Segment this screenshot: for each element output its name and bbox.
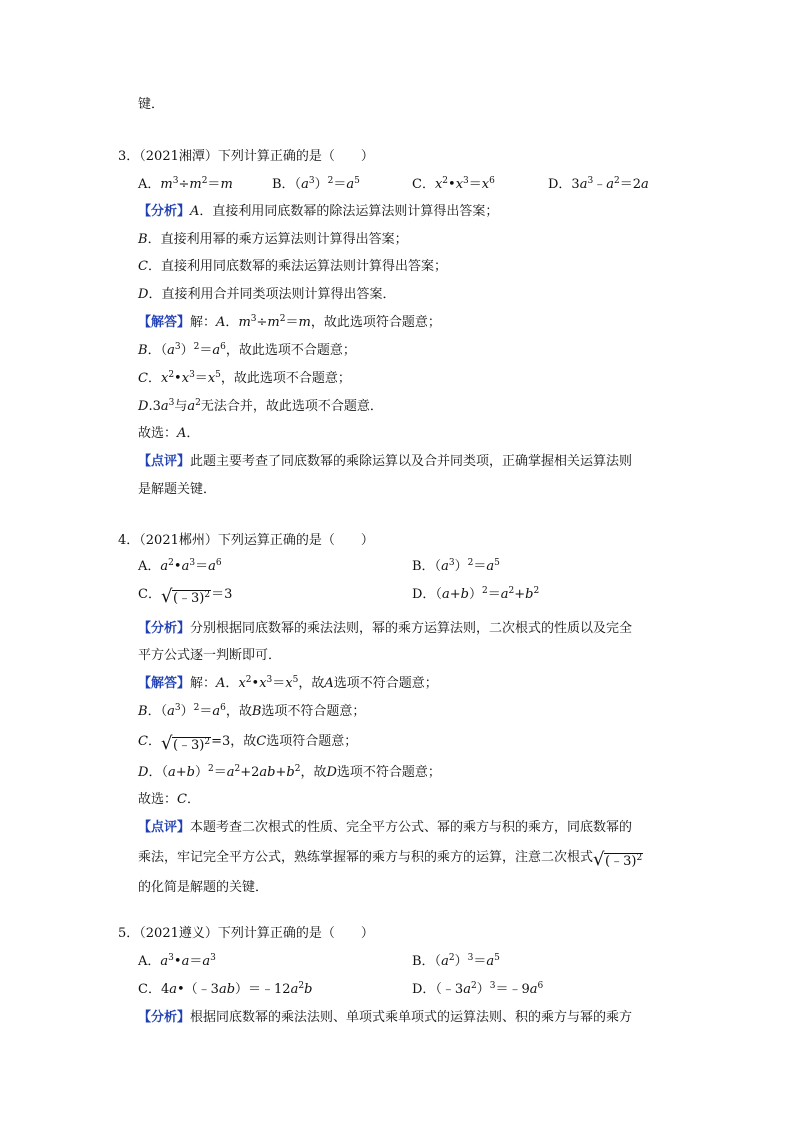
q4-analysis-line-2: 平方公式逐一判断即可． [138,648,282,663]
q4-option-d: D．$(a+b)^2=a^2+b^2$ [412,586,540,602]
q4-answer-line-2: B．$(a^3)^2=a^6$，故B选项不符合题意； [138,703,366,719]
q4-comment-line-2: 乘法，牢记完全平方公式，熟练掌握幂的乘方与积的乘方的运算，注意二次根式 √ (﹣3)$^2$ [138,849,643,870]
q3-analysis-line-3: C．直接利用同底数幂的乘法运算法则计算得出答案； [138,259,447,274]
radical-icon: √ (﹣3)$^2$ [160,586,211,607]
analysis-heading: 【分析】 [138,1010,191,1025]
q5-option-a: A．$a^3•a=a^3$ [138,953,216,969]
q3-analysis-line-2: B．直接利用幂的乘方运算法则计算得出答案； [138,232,408,247]
question-5-stem: 5．（2021遵义）下列计算正确的是（ ） [118,926,374,941]
question-3-stem: 3．（2021湘潭）下列计算正确的是（ ） [118,149,374,164]
answer-heading: 【解答】 [138,315,191,330]
comment-heading: 【点评】 [138,820,191,835]
q3-analysis-line-1: 【分析】A．直接利用同底数幂的除法运算法则计算得出答案； [138,204,499,219]
q4-comment-line-3: 的化简是解题的关键． [138,880,269,895]
q3-answer-line-4: $D.3a^3$与$a^2$无法合并，故此选项不合题意． [138,398,383,414]
continuation-text: 键． [138,97,165,112]
q3-answer-line-2: B．$(a^3)^2=a^6$，故此选项不合题意； [138,342,356,358]
q3-analysis-line-4: D．直接利用合并同类项法则计算得出答案． [138,287,396,302]
comment-heading: 【点评】 [138,454,191,469]
answer-heading: 【解答】 [138,676,191,691]
q4-answer-line-4: D．$(a+b)^2=a^2+2ab+b^2$，故D选项不符合题意； [138,764,441,780]
analysis-heading: 【分析】 [138,204,191,219]
q3-option-d: D．$3a^3﹣a^2=2a$ [548,176,649,192]
q5-analysis-line-1: 【分析】根据同底数幂的乘法法则、单项式乘单项式的运算法则、积的乘方与幂的乘方 [138,1010,633,1025]
q4-option-c: C． √ (﹣3)$^2$＝3 [138,586,233,607]
q3-answer-line-3: C．$x^2•x^3=x^5$，故此选项不合题意； [138,370,351,386]
q4-analysis-line-1: 【分析】分别根据同底数幂的乘法法则，幂的乘方运算法则，二次根式的性质以及完全 [138,621,633,636]
q4-option-b: B．$(a^3)^2=a^5$ [412,558,500,574]
q5-option-d: D．$(﹣3a^2)^3=﹣9a^6$ [412,981,544,997]
q3-answer-line-1: 【解答】解：A．$m^3\div m^2=m$，故此选项符合题意； [138,314,441,330]
q3-comment-line-2: 是解题关键． [138,482,217,497]
radical-icon: √ (﹣3)$^2$ [593,849,643,870]
q4-answer-line-1: 【解答】解：A．$x^2•x^3=x^5$，故A选项不符合题意； [138,675,438,691]
q4-answer-line-3: C． √ (﹣3)$^2$=3，故C选项符合题意； [138,733,358,754]
radical-icon: √ (﹣3)$^2$ [160,733,211,754]
q3-comment-line-1: 【点评】此题主要考查了同底数幂的乘除运算以及合并同类项，正确掌握相关运算法则 [138,454,633,469]
q3-option-b: B．$(a^3)^2=a^5$ [272,176,360,192]
q3-option-c: C．$x^2•x^3=x^6$ [412,176,495,192]
analysis-heading: 【分析】 [138,621,191,636]
q5-option-c: C．$4a•(﹣3ab)=﹣12a^2b$ [138,981,313,997]
q4-option-a: A．$a^2•a^3=a^6$ [138,558,222,574]
q3-choice: 故选：A． [138,426,200,441]
q4-choice: 故选：C． [138,792,200,807]
q3-option-a: A．$m^3\div m^2=m$ [138,176,233,192]
q4-comment-line-1: 【点评】本题考查二次根式的性质、完全平方公式、幂的乘方与积的乘方，同底数幂的 [138,820,633,835]
q5-option-b: B．$(a^2)^3=a^5$ [412,953,500,969]
question-4-stem: 4．（2021郴州）下列运算正确的是（ ） [118,533,374,548]
